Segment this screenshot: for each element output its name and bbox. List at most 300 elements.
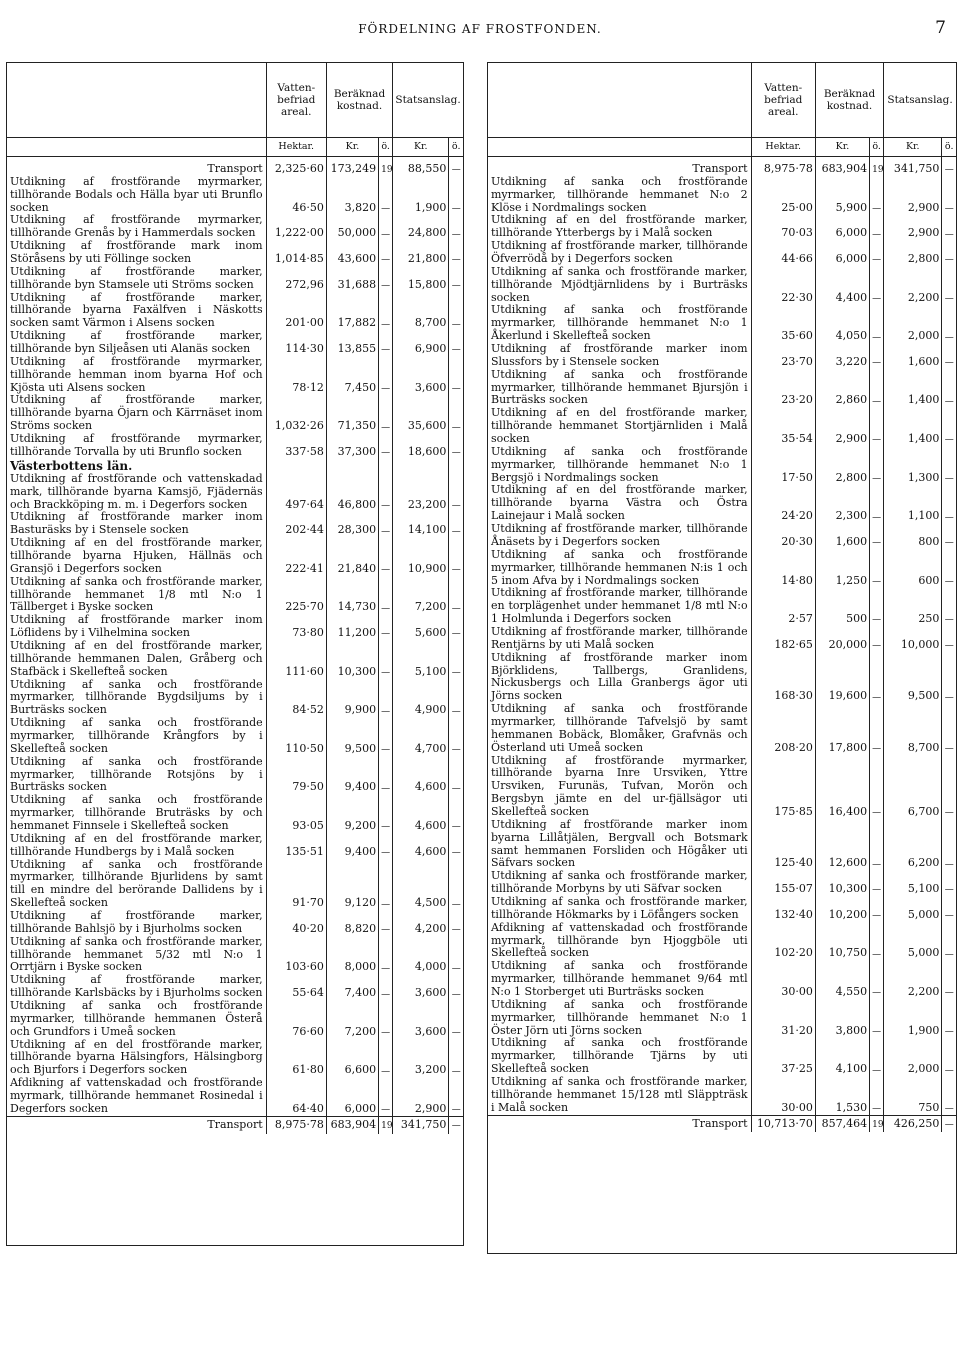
row-description: Utdikning af sanka och frostförande myrmarker, tillhörande hemmanet Bjursjön i Burträsks socken <box>491 367 748 407</box>
anslag-ore: — <box>449 640 463 679</box>
kostnad-ore: — <box>379 1000 393 1039</box>
anslag-kr: 18,600 <box>393 433 449 459</box>
anslag-ore: — <box>942 960 956 999</box>
table-row <box>7 473 463 512</box>
anslag-ore: — <box>449 576 463 615</box>
anslag-ore: — <box>449 717 463 756</box>
kostnad-ore: — <box>379 640 393 679</box>
anslag-ore: — <box>449 833 463 859</box>
areal-value: 1,222·00 <box>266 214 326 240</box>
kostnad-kr: 7,400 <box>326 974 378 1000</box>
kostnad-ore: — <box>379 679 393 718</box>
areal-value: 84·52 <box>266 679 326 718</box>
table-row <box>488 819 956 870</box>
table-row <box>7 833 463 859</box>
kostnad-ore: — <box>870 755 884 819</box>
page-number: 7 <box>935 18 946 38</box>
unit-ore: ö. <box>870 138 884 157</box>
anslag-kr: 4,900 <box>393 679 449 718</box>
row-description: Utdikning af sanka och frostförande myrmarker, tillhörande Tjärns by uti Skellefteå socken <box>491 1036 748 1076</box>
areal-value: 225·70 <box>266 576 326 615</box>
row-description: Utdikning af sanka och frostförande myrmarker, tillhörande Tafvelsjö by samt hemmanen Bobäck, Blomåker, Grafvnäs och Österland uti Umeå socken <box>491 702 748 754</box>
anslag-ore: — <box>942 304 956 343</box>
row-description: Utdikning af sanka och frostförande marker, tillhörande Morbyns by uti Säfvar socken <box>491 869 748 896</box>
kostnad-kr: 9,200 <box>326 794 378 833</box>
table-row <box>7 936 463 975</box>
areal-value: 93·05 <box>266 794 326 833</box>
kostnad-ore: — <box>379 794 393 833</box>
unit-ore: ö. <box>942 138 956 157</box>
kostnad-ore: — <box>379 756 393 795</box>
areal-value: 114·30 <box>266 330 326 356</box>
table-row <box>7 679 463 718</box>
row-description: Utdikning af frostförande myrmarker, tillhörande Grenås by i Hammerdals socken <box>10 213 263 240</box>
kostnad-kr: 16,400 <box>815 755 869 819</box>
kostnad-ore: — <box>870 369 884 408</box>
row-description: Utdikning af frostförande marker, tillhörande byn Siljeåsen uti Alanäs socken <box>10 329 263 356</box>
areal-value: 17·50 <box>751 446 815 485</box>
row-description: Utdikning af frostförande marker, tillhörande Karlsbäcks by i Bjurholms socken <box>10 973 263 1000</box>
anslag-ore: — <box>942 369 956 408</box>
anslag-ore: — <box>449 433 463 459</box>
table-row <box>488 407 956 446</box>
kostnad-ore: — <box>379 537 393 576</box>
kostnad-ore: — <box>379 356 393 395</box>
kostnad-kr: 1,600 <box>815 523 869 549</box>
kostnad-ore: — <box>379 176 393 215</box>
kostnad-ore: — <box>870 523 884 549</box>
anslag-ore: — <box>449 240 463 266</box>
row-description: Utdikning af frostförande marker inom byarna Lillåtjälen, Bergvall och Botsmark samt hemmanen Forsliden och Högåker uti Säfvars socken <box>491 817 748 870</box>
anslag-kr: 1,900 <box>393 176 449 215</box>
anslag-ore: — <box>449 974 463 1000</box>
anslag-ore: — <box>942 549 956 588</box>
row-description: Utdikning af sanka och frostförande myrmarker, tillhörande hemmanen N:is 1 och 5 inom Afva by i Nordmalings socken <box>491 547 748 587</box>
kostnad-kr: 37,300 <box>326 433 378 459</box>
kostnad-ore: — <box>870 999 884 1038</box>
anslag-header: Statsanslag. <box>884 63 956 138</box>
right-column <box>487 62 957 1254</box>
kostnad-kr: 20,000 <box>815 626 869 652</box>
anslag-ore: — <box>942 214 956 240</box>
anslag-kr: 10,900 <box>393 537 449 576</box>
unit-kr: Kr. <box>815 138 869 157</box>
left-column <box>6 62 464 1246</box>
anslag-kr: 1,100 <box>884 484 942 523</box>
row-description: Utdikning af sanka och frostförande myrmarker, tillhörande hemmanet 9/64 mtl N:o 1 Storberget uti Burträsks socken <box>491 959 748 998</box>
row-description: Utdikning af sanka och frostförande marker, tillhörande hemmanet 1/8 mtl N:o 1 Tällberget i Byske socken <box>10 574 263 614</box>
anslag-kr: 6,700 <box>884 755 942 819</box>
table-row <box>7 1000 463 1039</box>
areal-header: Vatten-befriad areal. <box>751 63 815 138</box>
areal-value: 168·30 <box>751 652 815 703</box>
row-description: Utdikning af en del frostförande marker, tillhörande Ytterbergs by i Malå socken <box>491 213 748 240</box>
row-description: Utdikning af sanka och frostförande myrmarker, tillhörande Bjurlidens by samt till en mindre del berörande Dallidens by i Skellefteå socken <box>10 857 263 910</box>
anslag-ore: — <box>942 240 956 266</box>
kostnad-kr: 4,550 <box>815 960 869 999</box>
areal-value: 202·44 <box>266 511 326 537</box>
table-row <box>7 330 463 356</box>
table-row <box>7 756 463 795</box>
transport-label: Transport <box>488 1115 751 1132</box>
table-row <box>7 266 463 292</box>
areal-value: 76·60 <box>266 1000 326 1039</box>
desc-header <box>7 63 266 138</box>
table-row <box>488 755 956 819</box>
row-description: Utdikning af frostförande marker inom Slussfors by i Stensele socken <box>491 342 748 368</box>
kostnad-ore: — <box>870 1037 884 1076</box>
anslag-kr: 750 <box>884 1076 942 1115</box>
anslag-ore: — <box>449 176 463 215</box>
table-row <box>488 484 956 523</box>
row-description: Utdikning af frostförande marker, tillhörande Ånäsets by i Degerfors socken <box>491 522 748 548</box>
kostnad-kr: 9,400 <box>326 756 378 795</box>
anslag-kr: 341,750 <box>884 157 942 176</box>
kostnad-kr: 8,000 <box>326 936 378 975</box>
areal-value: 91·70 <box>266 859 326 910</box>
anslag-ore: — <box>942 587 956 626</box>
anslag-ore: — <box>449 794 463 833</box>
row-description: Utdikning af en del frostförande marker, tillhörande Hundbergs by i Malå socken <box>10 831 263 858</box>
anslag-ore: — <box>449 1077 463 1116</box>
table-row <box>7 717 463 756</box>
row-description: Utdikning af frostförande myrmarker, tillhörande hemman inom byarna Hof och Kjösta uti Alsens socken <box>10 354 263 394</box>
transport-label: Transport <box>7 1116 266 1133</box>
anslag-kr: 800 <box>884 523 942 549</box>
areal-value: 25·00 <box>751 176 815 215</box>
row-description: Utdikning af en del frostförande marker, tillhörande hemmanen Dalen, Gråberg och Stafbäck i Skellefteå socken <box>10 638 263 678</box>
kostnad-kr: 43,600 <box>326 240 378 266</box>
kostnad-ore: — <box>379 717 393 756</box>
anslag-kr: 3,600 <box>393 974 449 1000</box>
anslag-kr: 2,200 <box>884 266 942 305</box>
anslag-ore: — <box>449 537 463 576</box>
unit-spacer <box>488 138 751 157</box>
row-description: Utdikning af en del frostförande marker, tillhörande hemmanet Stortjärnliden i Malå socken <box>491 406 748 446</box>
row-description: Utdikning af en del frostförande marker, tillhörande byarna Västra och Östra Lainejaur i Malå socken <box>491 483 748 523</box>
areal-value: 23·70 <box>751 343 815 369</box>
kostnad-ore: — <box>870 304 884 343</box>
kostnad-ore: — <box>379 833 393 859</box>
areal-value: 46·50 <box>266 176 326 215</box>
unit-ore: ö. <box>379 138 393 157</box>
table-row <box>488 999 956 1038</box>
anslag-kr: 4,200 <box>393 910 449 936</box>
section-title: Västerbottens län. <box>10 458 133 473</box>
anslag-ore: — <box>449 1000 463 1039</box>
kostnad-kr: 10,300 <box>815 870 869 896</box>
anslag-kr: 9,500 <box>884 652 942 703</box>
areal-value: 1,014·85 <box>266 240 326 266</box>
kostnad-ore: — <box>870 176 884 215</box>
kostnad-ore: — <box>870 652 884 703</box>
anslag-ore: — <box>449 330 463 356</box>
areal-value: 35·60 <box>751 304 815 343</box>
anslag-ore: — <box>942 1076 956 1115</box>
areal-value: 102·20 <box>751 922 815 961</box>
row-description: Utdikning af frostförande myrmarker, tillhörande Bodals och Hälla byar uti Brunflo socken <box>10 174 263 214</box>
row-description: Utdikning af frostförande marker, tillhörande byn Stamsele uti Ströms socken <box>10 264 263 291</box>
anslag-ore: — <box>942 922 956 961</box>
areal-value: 182·65 <box>751 626 815 652</box>
areal-value: 8,975·78 <box>266 1116 326 1133</box>
row-description: Utdikning af frostförande myrmarker, tillhörande byarna Inre Ursviken, Yttre Ursviken, Furunäs, Tufvan, Morön och Bergsbyn jämte en del ur-fjällsägor uti Skellefteå socken <box>491 753 748 818</box>
kostnad-ore: — <box>870 446 884 485</box>
areal-value: 135·51 <box>266 833 326 859</box>
kostnad-ore: — <box>870 407 884 446</box>
anslag-ore: — <box>942 870 956 896</box>
kostnad-kr: 500 <box>815 587 869 626</box>
anslag-kr: 2,900 <box>393 1077 449 1116</box>
kostnad-header: Beräknad kostnad. <box>326 63 392 138</box>
kostnad-kr: 50,000 <box>326 214 378 240</box>
table-row <box>488 304 956 343</box>
kostnad-kr: 7,450 <box>326 356 378 395</box>
anslag-ore: — <box>942 446 956 485</box>
anslag-kr: 250 <box>884 587 942 626</box>
anslag-kr: 4,600 <box>393 794 449 833</box>
anslag-kr: 88,550 <box>393 157 449 176</box>
row-description: Utdikning af sanka och frostförande myrmarker, tillhörande Bruträsks by och hemmanet Finnsele i Skellefteå socken <box>10 793 263 832</box>
kostnad-ore: — <box>870 626 884 652</box>
areal-value: 55·64 <box>266 974 326 1000</box>
table-row <box>7 292 463 331</box>
areal-value: 20·30 <box>751 523 815 549</box>
anslag-kr: 2,900 <box>884 176 942 215</box>
table-row <box>488 446 956 485</box>
kostnad-kr: 5,900 <box>815 176 869 215</box>
kostnad-ore: — <box>379 433 393 459</box>
row-description: Utdikning af sanka och frostförande marker, tillhörande Mjödtjärnlidens by i Burträsks socken <box>491 264 748 304</box>
anslag-kr: 1,400 <box>884 407 942 446</box>
row-description: Utdikning af sanka och frostförande marker, tillhörande Hökmarks by i Löfångers socken <box>491 894 748 921</box>
areal-value: 2,325·60 <box>266 157 326 176</box>
anslag-kr: 2,000 <box>884 304 942 343</box>
anslag-kr: 8,700 <box>393 292 449 331</box>
kostnad-kr: 1,250 <box>815 549 869 588</box>
row-description: Utdikning af sanka och frostförande myrmarker, tillhörande Krångfors by i Skellefteå socken <box>10 716 263 755</box>
anslag-ore: — <box>942 819 956 870</box>
table-row <box>7 240 463 266</box>
row-description: Afdikning af vattenskadad och frostförande myrmark, tillhörande byn Hjoggböle uti Skellefteå socken <box>491 920 748 960</box>
table-row <box>7 537 463 576</box>
kostnad-ore: — <box>379 330 393 356</box>
anslag-kr: 5,000 <box>884 922 942 961</box>
kostnad-ore: — <box>870 587 884 626</box>
table-row <box>488 1037 956 1076</box>
table-row <box>488 652 956 703</box>
kostnad-ore: — <box>379 936 393 975</box>
kostnad-ore: — <box>379 1039 393 1078</box>
kostnad-ore: — <box>870 343 884 369</box>
kostnad-kr: 19,600 <box>815 652 869 703</box>
kostnad-kr: 31,688 <box>326 266 378 292</box>
anslag-ore: — <box>449 910 463 936</box>
kostnad-kr: 3,820 <box>326 176 378 215</box>
table-row <box>488 523 956 549</box>
kostnad-header: Beräknad kostnad. <box>815 63 883 138</box>
page-header <box>0 18 960 42</box>
kostnad-kr: 13,855 <box>326 330 378 356</box>
table-row <box>7 176 463 215</box>
areal-value: 103·60 <box>266 936 326 975</box>
kostnad-ore: 19 <box>379 157 393 176</box>
kostnad-ore: — <box>870 922 884 961</box>
kostnad-ore: — <box>379 614 393 640</box>
anslag-ore: — <box>942 157 956 176</box>
row-description: Utdikning af sanka och frostförande myrmarker, tillhörande hemmanet N:o 1 Öster Jörn uti Jörns socken <box>491 997 748 1037</box>
kostnad-kr: 6,000 <box>815 240 869 266</box>
unit-ore: ö. <box>449 138 463 157</box>
kostnad-kr: 2,860 <box>815 369 869 408</box>
anslag-kr: 5,100 <box>884 870 942 896</box>
kostnad-kr: 71,350 <box>326 394 378 433</box>
kostnad-ore: — <box>870 1076 884 1115</box>
areal-value: 497·64 <box>266 473 326 512</box>
row-description: Utdikning af en del frostförande marker, tillhörande byarna Hjuken, Hällnäs och Gransjö i Degerfors socken <box>10 536 263 575</box>
kostnad-kr: 3,800 <box>815 999 869 1038</box>
right-table <box>488 63 956 1132</box>
areal-value: 40·20 <box>266 910 326 936</box>
areal-value: 14·80 <box>751 549 815 588</box>
table-row <box>488 214 956 240</box>
anslag-ore: — <box>942 703 956 754</box>
areal-value: 175·85 <box>751 755 815 819</box>
anslag-kr: 24,800 <box>393 214 449 240</box>
anslag-ore: — <box>449 1116 463 1133</box>
anslag-kr: 5,600 <box>393 614 449 640</box>
anslag-ore: — <box>449 292 463 331</box>
kostnad-kr: 8,820 <box>326 910 378 936</box>
kostnad-kr: 46,800 <box>326 473 378 512</box>
row-description: Utdikning af sanka och frostförande myrmarker, tillhörande hemmanet N:o 1 Åkerlund i Skellefteå socken <box>491 303 748 343</box>
anslag-ore: — <box>942 523 956 549</box>
row-description: Afdikning af vattenskadad och frostförande myrmark, tillhörande hemmanet Rosinedal i Degerfors socken <box>10 1076 263 1115</box>
table-row <box>7 794 463 833</box>
kostnad-ore: — <box>870 819 884 870</box>
areal-header: Vatten-befriad areal. <box>266 63 326 138</box>
anslag-ore: — <box>449 266 463 292</box>
row-description: Utdikning af sanka och frostförande marker, tillhörande hemmanet 15/128 mtl Släppträsk i Malå socken <box>491 1075 748 1114</box>
anslag-ore: — <box>449 473 463 512</box>
anslag-ore: — <box>942 407 956 446</box>
row-description: Utdikning af sanka och frostförande myrmarker, tillhörande Bygdsiljums by i Burträsks socken <box>10 677 263 717</box>
kostnad-kr: 857,464 <box>815 1115 869 1132</box>
areal-value: 111·60 <box>266 640 326 679</box>
row-description: Utdikning af sanka och frostförande myrmarker, tillhörande hemmanet N:o 2 Klöse i Nordmalings socken <box>491 174 748 214</box>
areal-value: 2·57 <box>751 587 815 626</box>
kostnad-kr: 14,730 <box>326 576 378 615</box>
kostnad-ore: 19 <box>870 1115 884 1132</box>
anslag-ore: — <box>942 484 956 523</box>
kostnad-ore: — <box>379 214 393 240</box>
kostnad-kr: 683,904 <box>326 1116 378 1133</box>
transport-row <box>7 1116 463 1133</box>
areal-value: 44·66 <box>751 240 815 266</box>
anslag-ore: — <box>449 614 463 640</box>
table-row <box>7 910 463 936</box>
table-row <box>488 240 956 266</box>
kostnad-ore: — <box>870 266 884 305</box>
kostnad-ore: — <box>870 896 884 922</box>
areal-value: 24·20 <box>751 484 815 523</box>
kostnad-ore: — <box>379 240 393 266</box>
kostnad-kr: 21,840 <box>326 537 378 576</box>
kostnad-ore: — <box>870 870 884 896</box>
areal-value: 22·30 <box>751 266 815 305</box>
areal-value: 125·40 <box>751 819 815 870</box>
anslag-kr: 4,000 <box>393 936 449 975</box>
anslag-kr: 15,800 <box>393 266 449 292</box>
desc-header <box>488 63 751 138</box>
anslag-header: Statsanslag. <box>393 63 463 138</box>
kostnad-kr: 11,200 <box>326 614 378 640</box>
areal-value: 30·00 <box>751 1076 815 1115</box>
areal-value: 110·50 <box>266 717 326 756</box>
anslag-kr: 23,200 <box>393 473 449 512</box>
kostnad-ore: 19 <box>379 1116 393 1133</box>
areal-value: 272,96 <box>266 266 326 292</box>
kostnad-ore: — <box>870 549 884 588</box>
table-row <box>7 1077 463 1116</box>
anslag-kr: 4,600 <box>393 756 449 795</box>
kostnad-ore: — <box>379 511 393 537</box>
areal-value: 337·58 <box>266 433 326 459</box>
row-description: Utdikning af frostförande marker, tillhörande Rentjärns by uti Malå socken <box>491 624 748 651</box>
anslag-ore: — <box>449 1039 463 1078</box>
row-description: Utdikning af frostförande marker, tillhörande en torplägenhet under hemmanet 1/8 mtl N:o 1 Holmlunda i Degerfors socken <box>491 586 748 626</box>
unit-hektar: Hektar. <box>751 138 815 157</box>
anslag-kr: 8,700 <box>884 703 942 754</box>
kostnad-kr: 9,500 <box>326 717 378 756</box>
kostnad-kr: 17,800 <box>815 703 869 754</box>
anslag-ore: — <box>449 859 463 910</box>
kostnad-ore: — <box>379 910 393 936</box>
areal-value: 73·80 <box>266 614 326 640</box>
kostnad-kr: 17,882 <box>326 292 378 331</box>
kostnad-ore: — <box>379 473 393 512</box>
table-row <box>7 433 463 459</box>
kostnad-kr: 10,750 <box>815 922 869 961</box>
anslag-ore: — <box>449 511 463 537</box>
anslag-kr: 5,100 <box>393 640 449 679</box>
kostnad-kr: 3,220 <box>815 343 869 369</box>
areal-value: 155·07 <box>751 870 815 896</box>
transport-row <box>488 157 956 176</box>
anslag-ore: — <box>449 214 463 240</box>
anslag-kr: 2,900 <box>884 214 942 240</box>
kostnad-kr: 6,600 <box>326 1039 378 1078</box>
anslag-ore: — <box>449 679 463 718</box>
table-row <box>7 640 463 679</box>
anslag-ore: — <box>449 356 463 395</box>
anslag-kr: 14,100 <box>393 511 449 537</box>
anslag-ore: — <box>942 1115 956 1132</box>
anslag-kr: 7,200 <box>393 576 449 615</box>
kostnad-kr: 9,900 <box>326 679 378 718</box>
transport-row <box>488 1115 956 1132</box>
anslag-ore: — <box>942 999 956 1038</box>
kostnad-kr: 6,000 <box>815 214 869 240</box>
anslag-kr: 1,900 <box>884 999 942 1038</box>
table-row <box>488 266 956 305</box>
row-description: Utdikning af frostförande och vattenskadad mark, tillhörande byarna Kamsjö, Fjädernäs och Brackköping m. m. i Degerfors socken <box>10 471 263 511</box>
row-description: Utdikning af sanka och frostförande myrmarker, tillhörande hemmanen Österå och Grundfors i Umeå socken <box>10 999 263 1038</box>
anslag-ore: — <box>942 896 956 922</box>
anslag-ore: — <box>942 626 956 652</box>
areal-value: 8,975·78 <box>751 157 815 176</box>
table-row <box>7 356 463 395</box>
